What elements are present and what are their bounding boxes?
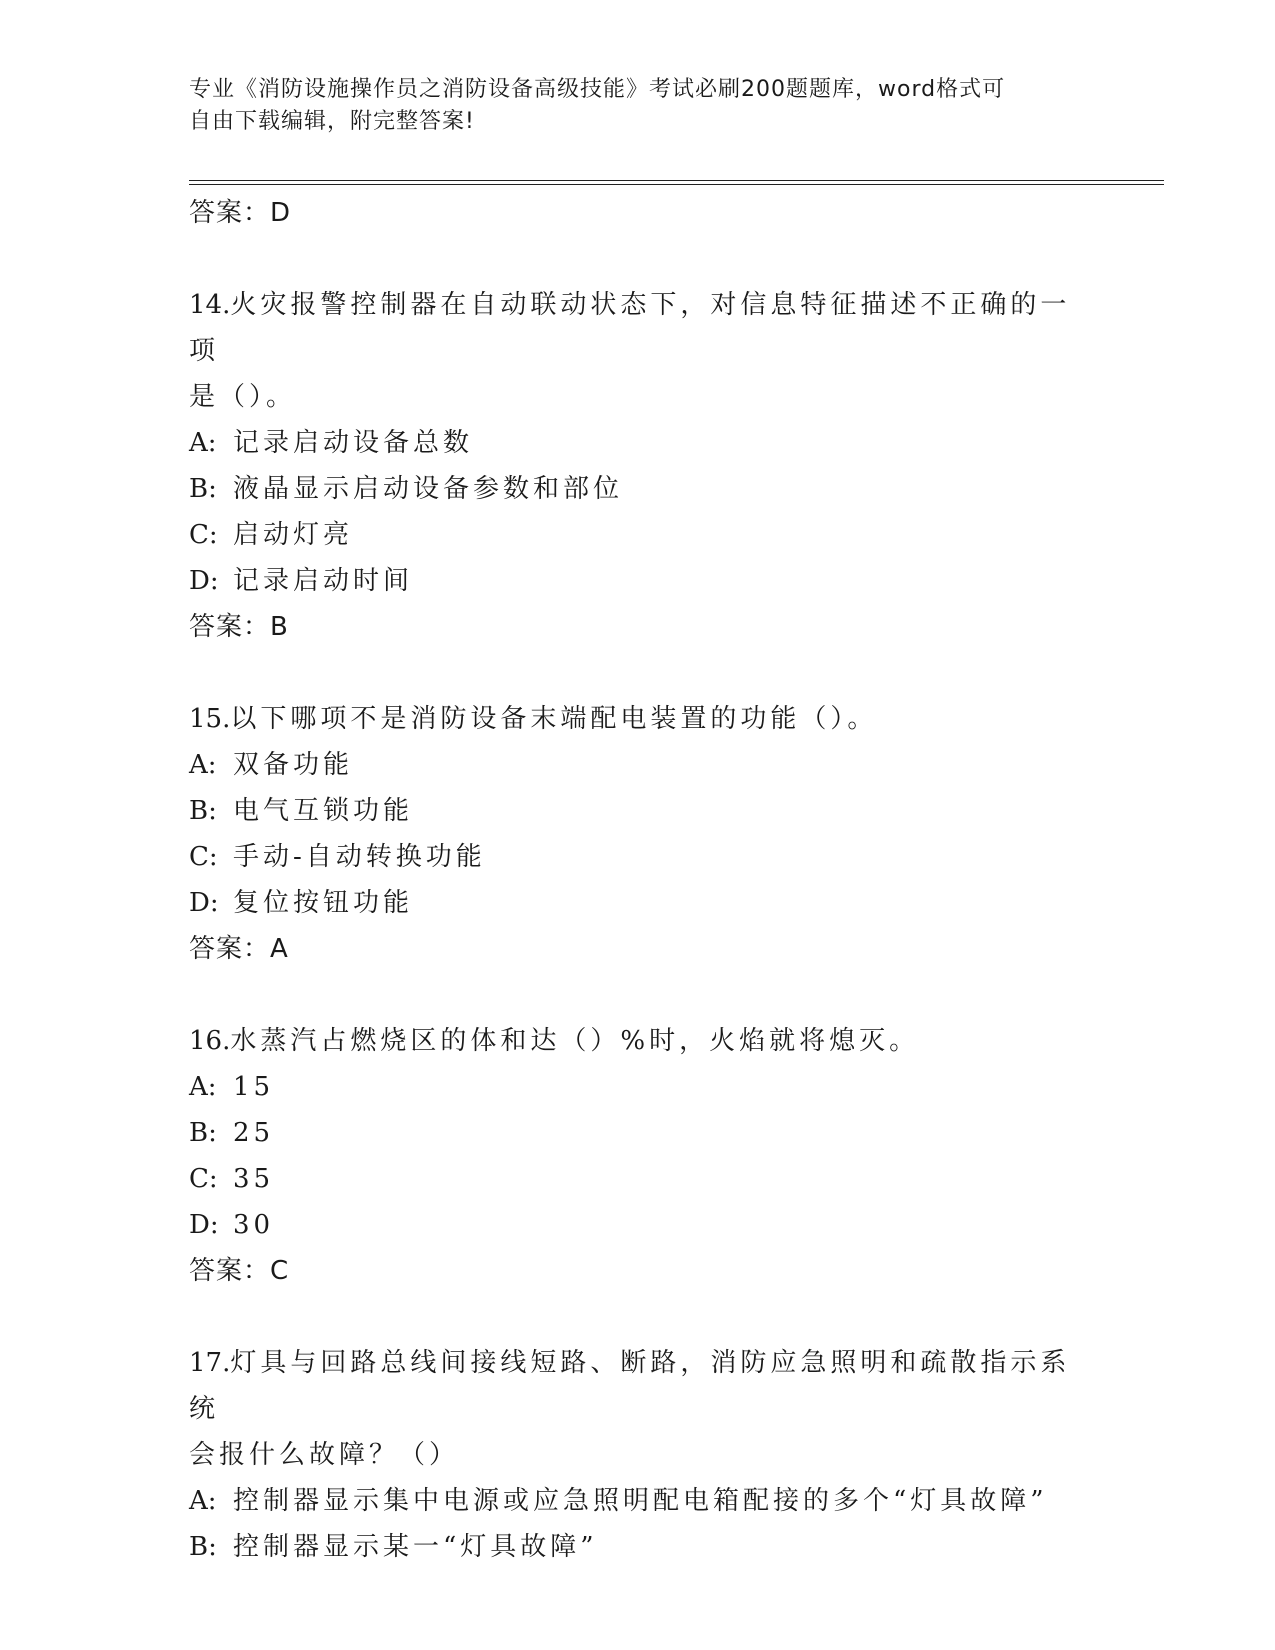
option-a bbox=[189, 1478, 1089, 1524]
question-number: 14. bbox=[189, 290, 231, 320]
option-key: D: bbox=[189, 1210, 219, 1240]
question-14 bbox=[189, 282, 1089, 650]
question-line-1: 火灾报警控制器在自动联动状态下，对信息特征描述不正确的一项 bbox=[189, 290, 1071, 366]
header-divider-bottom bbox=[189, 184, 1164, 185]
option-text: 手动-自动转换功能 bbox=[233, 842, 486, 872]
option-text: 双备功能 bbox=[233, 750, 354, 780]
option-text: 15 bbox=[233, 1072, 275, 1102]
option-a bbox=[189, 1064, 1089, 1110]
option-text: 30 bbox=[233, 1210, 275, 1240]
question-number: 17. bbox=[189, 1348, 231, 1378]
option-b bbox=[189, 1524, 1089, 1570]
option-text: 记录启动设备总数 bbox=[233, 428, 474, 458]
option-text: 35 bbox=[233, 1164, 275, 1194]
option-text: 启动灯亮 bbox=[233, 520, 354, 550]
option-text: 控制器显示集中电源或应急照明配电箱配接的多个“灯具故障” bbox=[233, 1486, 1048, 1516]
option-c bbox=[189, 834, 1089, 880]
question-list bbox=[189, 190, 1089, 1570]
question-line-1: 水蒸汽占燃烧区的体和达（）%时，火焰就将熄灭。 bbox=[230, 1026, 920, 1056]
answer: 答案：B bbox=[189, 612, 289, 642]
answer: 答案：A bbox=[189, 934, 289, 964]
option-key: A: bbox=[189, 750, 217, 780]
question-line-2: 会报什么故障？（） bbox=[189, 1440, 460, 1470]
option-key: B: bbox=[189, 1532, 217, 1562]
page-header bbox=[189, 74, 1089, 138]
question-15 bbox=[189, 696, 1089, 972]
option-key: D: bbox=[189, 888, 219, 918]
question-text bbox=[189, 1340, 1089, 1478]
previous-answer: 答案：D bbox=[189, 198, 292, 228]
option-key: A: bbox=[189, 428, 217, 458]
option-b bbox=[189, 1110, 1089, 1156]
option-text: 液晶显示启动设备参数和部位 bbox=[233, 474, 624, 504]
question-line-2: 是（）。 bbox=[189, 382, 297, 412]
option-d bbox=[189, 880, 1089, 926]
option-a bbox=[189, 742, 1089, 788]
option-a bbox=[189, 420, 1089, 466]
question-line-1: 灯具与回路总线间接线短路、断路，消防应急照明和疏散指示系统 bbox=[189, 1348, 1071, 1424]
option-c bbox=[189, 1156, 1089, 1202]
option-text: 控制器显示某一“灯具故障” bbox=[233, 1532, 598, 1562]
option-key: A: bbox=[189, 1072, 217, 1102]
option-text: 记录启动时间 bbox=[233, 566, 414, 596]
option-text: 25 bbox=[233, 1118, 275, 1148]
option-text: 复位按钮功能 bbox=[233, 888, 414, 918]
option-b bbox=[189, 466, 1089, 512]
option-key: A: bbox=[189, 1486, 217, 1516]
question-text bbox=[189, 282, 1089, 420]
option-key: D: bbox=[189, 566, 219, 596]
question-16 bbox=[189, 1018, 1089, 1294]
header-divider-top bbox=[189, 180, 1164, 181]
option-d bbox=[189, 558, 1089, 604]
option-b bbox=[189, 788, 1089, 834]
question-text bbox=[189, 696, 1089, 742]
header-line-1: 专业《消防设施操作员之消防设备高级技能》考试必刷200题题库，word格式可 bbox=[189, 77, 1006, 102]
option-c bbox=[189, 512, 1089, 558]
option-d bbox=[189, 1202, 1089, 1248]
option-key: C: bbox=[189, 842, 218, 872]
answer: 答案：C bbox=[189, 1256, 290, 1286]
option-key: C: bbox=[189, 520, 218, 550]
option-key: B: bbox=[189, 474, 217, 504]
option-text: 电气互锁功能 bbox=[233, 796, 414, 826]
option-key: C: bbox=[189, 1164, 218, 1194]
option-key: B: bbox=[189, 796, 217, 826]
question-17 bbox=[189, 1340, 1089, 1570]
question-number: 16. bbox=[189, 1026, 231, 1056]
question-number: 15. bbox=[189, 704, 231, 734]
header-line-2: 自由下载编辑，附完整答案! bbox=[189, 109, 475, 134]
question-line-1: 以下哪项不是消防设备末端配电装置的功能（）。 bbox=[230, 704, 878, 734]
option-key: B: bbox=[189, 1118, 217, 1148]
question-text bbox=[189, 1018, 1089, 1064]
